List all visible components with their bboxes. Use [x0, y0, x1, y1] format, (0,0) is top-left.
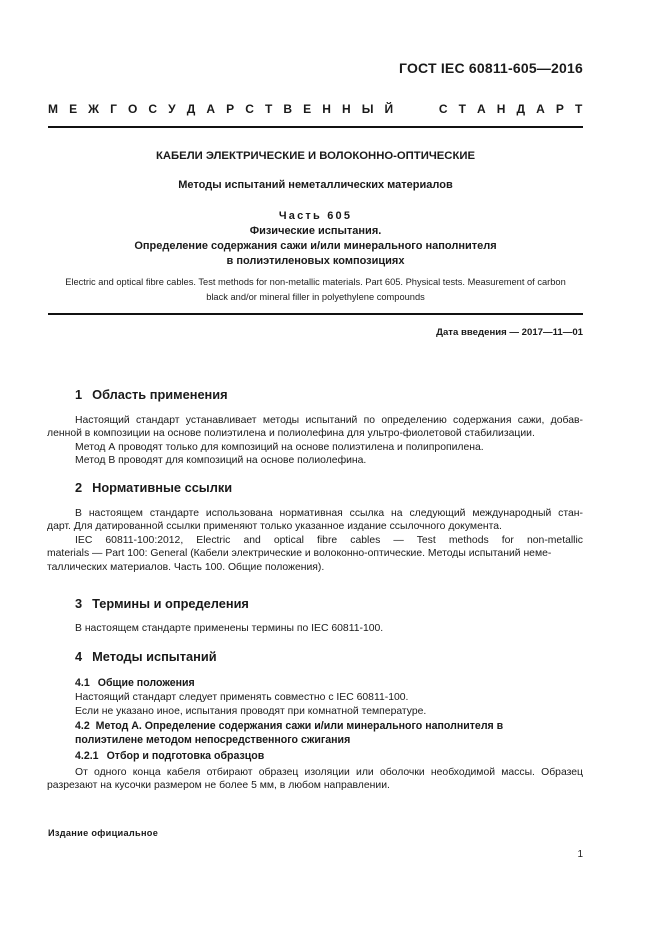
interstate-standard-heading: [48, 102, 583, 116]
part-title-line-1: Физические испытания.: [249, 225, 382, 237]
section-heading: [75, 481, 583, 495]
english-title: [48, 275, 583, 305]
paragraph: дарт. Для датированной ссылки применяют только указанное издание ссылочного документа.: [47, 521, 502, 533]
letter: А: [536, 102, 546, 116]
section-heading: [75, 597, 583, 611]
top-divider: [48, 126, 583, 128]
paragraph: разрезают на кусочки размером не более 5 мм, в любом направлении.: [47, 780, 390, 792]
subsection-heading: [75, 677, 583, 691]
subsection-title-continued: полиэтилене методом непосредственного сжигания: [75, 733, 351, 746]
letter: О: [128, 102, 138, 116]
letter: Р: [226, 102, 235, 116]
page-number: 1: [577, 849, 583, 860]
part-title-line-2: Определение содержания сажи и/или минерального наполнителя: [134, 240, 497, 252]
letter: А: [206, 102, 216, 116]
subsection-title: Отбор и подготовка образцов: [106, 750, 265, 763]
section-number: 2: [75, 479, 83, 495]
paragraph: таллических материалов. Часть 100. Общие положения).: [47, 561, 325, 573]
letter: А: [477, 102, 487, 116]
paragraph: ленной в композиции на основе полиэтилена и полиолефина для ультро-фиолетовой стабилизации.: [47, 428, 535, 440]
letter: Ж: [88, 102, 100, 116]
section-title: Область применения: [92, 387, 228, 402]
introduction-date: Дата введения — 2017—11—01: [436, 327, 583, 338]
paragraph: В настоящем стандарте использована нормативная ссылка на следующий международный стан-: [75, 507, 583, 519]
title-block: [48, 150, 583, 269]
subsection-title: Метод А. Определение содержания сажи и/или минерального наполнителя в: [95, 720, 504, 733]
letter: С: [148, 102, 158, 116]
section-heading: [75, 388, 583, 402]
letter: Й: [384, 102, 394, 116]
official-edition-label: Издание официальное: [48, 828, 159, 838]
letter: Д: [186, 102, 196, 116]
paragraph: В настоящем стандарте применены термины по IEC 60811-100.: [75, 623, 384, 635]
subsection-heading: [75, 720, 583, 747]
part-title-line-3: в полиэтиленовых композициях: [226, 255, 405, 267]
subsection-heading: [75, 750, 583, 764]
english-title-line-2: black and/or mineral filler in polyethylene compounds: [206, 292, 425, 302]
subsection-number: 4.1: [75, 677, 90, 690]
section-title: Методы испытаний: [92, 648, 217, 664]
subsection-title: Общие положения: [97, 677, 195, 690]
document-body: [47, 387, 583, 793]
paragraph: Если не указано иное, испытания проводят при комнатной температуре.: [75, 705, 427, 717]
letter: Т: [264, 102, 273, 116]
section-heading: [75, 650, 583, 664]
letter: М: [48, 102, 59, 116]
part-label: Часть 605: [278, 210, 353, 222]
letter: Ы: [361, 102, 374, 116]
paragraph: Настоящий стандарт следует применять совместно с IEC 60811-100.: [75, 691, 409, 703]
paragraph: IEC 60811-100:2012, Electric and optical fibre cables — Test methods for non-metallic: [75, 534, 583, 546]
paragraph: Метод А проводят только для композиций на основе полиэтилена и полипропилена.: [75, 441, 484, 453]
paragraph: Настоящий стандарт устанавливает методы испытаний по определению содержания сажи, добав-: [75, 414, 583, 426]
word-gap: [404, 102, 428, 116]
letter: Н: [322, 102, 332, 116]
paragraph: materials — Part 100: General (Кабели электрические и волоконно-оптические. Методы испытаний неме-: [47, 548, 552, 560]
section-number: 1: [75, 387, 83, 402]
letter: Г: [110, 102, 118, 116]
subsection-number: 4.2: [75, 720, 90, 733]
letter: Д: [516, 102, 526, 116]
section-title: Нормативные ссылки: [92, 479, 233, 495]
letter: Н: [341, 102, 352, 116]
letter: Т: [574, 102, 583, 116]
letter: Т: [458, 102, 467, 116]
letter: Е: [69, 102, 78, 116]
english-title-line-1: Electric and optical fibre cables. Test methods for non-metallic materials. Part 605. Physical tests. Measurement of carbon: [65, 277, 566, 287]
main-title: КАБЕЛИ ЭЛЕКТРИЧЕСКИЕ И ВОЛОКОННО-ОПТИЧЕСКИЕ: [155, 150, 476, 162]
subtitle: Методы испытаний неметаллических материалов: [178, 179, 453, 191]
letter: Н: [496, 102, 506, 116]
section-title: Термины и определения: [92, 595, 249, 611]
section-number: 3: [75, 595, 83, 611]
paragraph: Метод В проводят для композиций на основе полиолефина.: [75, 455, 367, 467]
document-code: ГОСТ IEC 60811-605—2016: [399, 60, 583, 76]
letter: У: [168, 102, 177, 116]
letter: С: [245, 102, 255, 116]
letter: В: [283, 102, 293, 116]
letter: Р: [555, 102, 565, 116]
subsection-number: 4.2.1: [75, 750, 99, 763]
paragraph: От одного конца кабеля отбирают образец изоляции или оболочки необходимой массы. Образец: [75, 766, 583, 778]
section-number: 4: [75, 648, 83, 664]
letter: С: [438, 102, 448, 116]
middle-divider: [48, 313, 583, 315]
letter: Е: [303, 102, 312, 116]
